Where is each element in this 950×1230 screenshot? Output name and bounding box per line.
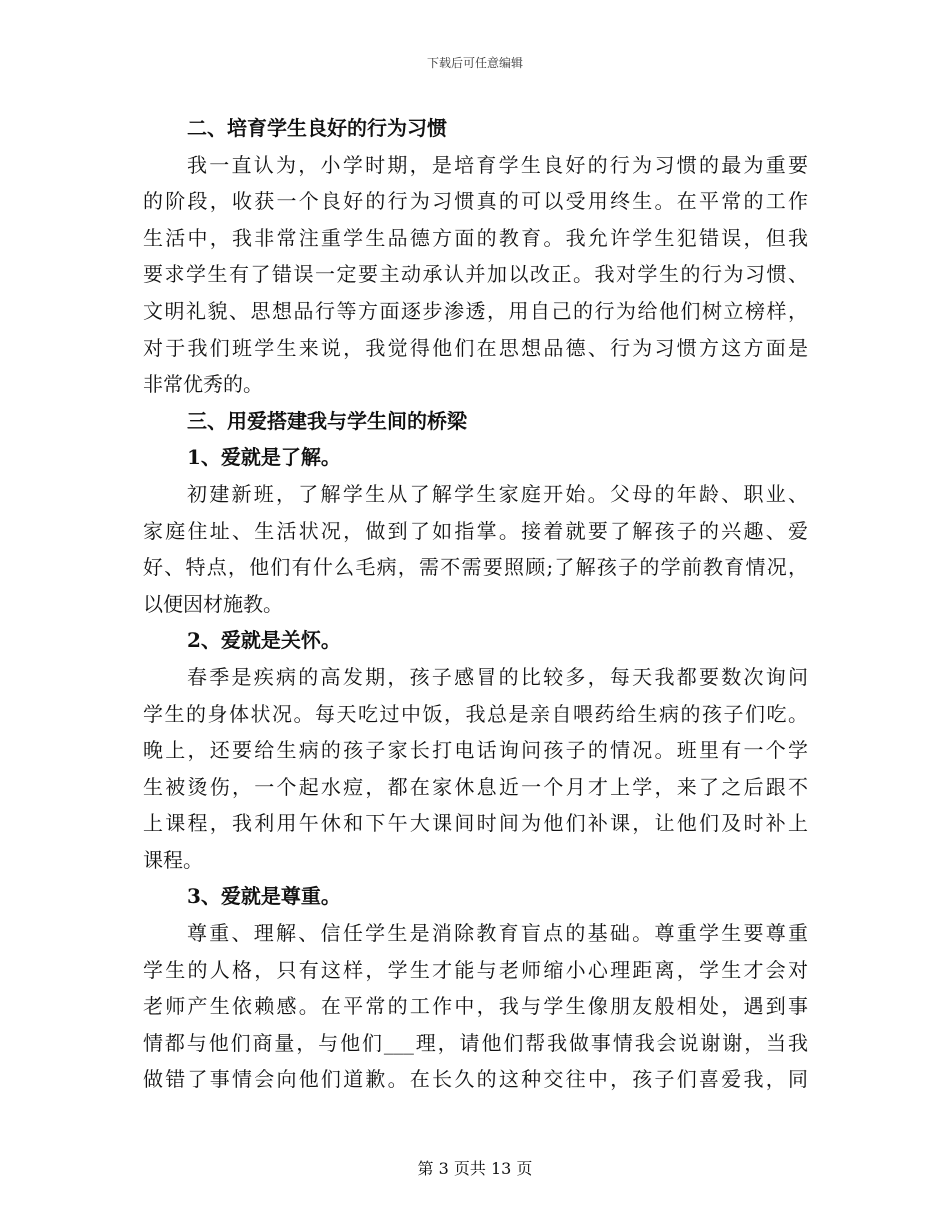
paragraph-line: 上课程，我利用午休和下午大课间时间为他们补课，让他们及时补上 — [143, 811, 808, 836]
paragraph-line: 尊重、理解、信任学生是消除教育盲点的基础。尊重学生要尊重 — [187, 921, 808, 946]
paragraph-line: 情都与他们商量，与他们___理，请他们帮我做事情我会说谢谢，当我 — [143, 1030, 808, 1055]
paragraph-line: 课程。 — [143, 847, 203, 872]
sub-heading-2: 2、爱就是关怀。 — [187, 628, 341, 653]
paragraph-line: 对于我们班学生来说，我觉得他们在思想品德、行为习惯方这方面是 — [143, 335, 808, 360]
page-footer: 第 3 页共 13 页 — [417, 1159, 533, 1178]
paragraph-line: 初建新班，了解学生从了解学生家庭开始。父母的年龄、职业、 — [187, 481, 808, 506]
sub-heading-1: 1、爱就是了解。 — [187, 445, 341, 470]
section-heading-2: 二、培育学生良好的行为习惯 — [187, 116, 447, 140]
paragraph-line: 要求学生有了错误一定要主动承认并加以改正。我对学生的行为习惯、 — [143, 262, 808, 287]
paragraph-line: 晚上，还要给生病的孩子家长打电话询问孩子的情况。班里有一个学 — [143, 738, 808, 763]
sub-heading-3: 3、爱就是尊重。 — [187, 884, 341, 909]
paragraph-line: 春季是疾病的高发期，孩子感冒的比较多，每天我都要数次询问 — [187, 664, 808, 689]
paragraph-line: 以便因材施教。 — [143, 591, 283, 616]
paragraph-line: 生被烫伤，一个起水痘，都在家休息近一个月才上学，来了之后跟不 — [143, 774, 808, 799]
paragraph-line: 生活中，我非常注重学生品德方面的教育。我允许学生犯错误，但我 — [143, 225, 808, 250]
document-body — [143, 110, 808, 1098]
paragraph-line: 好、特点，他们有什么毛病，需不需要照顾;了解孩子的学前教育情况， — [143, 555, 808, 580]
paragraph-line: 做错了事情会向他们道歉。在长久的这种交往中，孩子们喜爱我，同 — [143, 1067, 808, 1092]
paragraph-line: 非常优秀的。 — [143, 372, 263, 397]
paragraph-line: 老师产生依赖感。在平常的工作中，我与学生像朋友般相处，遇到事 — [143, 994, 808, 1019]
paragraph-line: 文明礼貌、思想品行等方面逐步渗透，用自己的行为给他们树立榜样， — [143, 298, 808, 323]
paragraph-line: 的阶段，收获一个良好的行为习惯真的可以受用终生。在平常的工作 — [143, 189, 808, 214]
paragraph-line: 我一直认为，小学时期，是培育学生良好的行为习惯的最为重要 — [187, 152, 808, 177]
paragraph-line: 学生的身体状况。每天吃过中饭，我总是亲自喂药给生病的孩子们吃。 — [143, 701, 808, 726]
paragraph-line: 学生的人格，只有这样，学生才能与老师缩小心理距离，学生才会对 — [143, 957, 808, 982]
section-heading-3: 三、用爱搭建我与学生间的桥梁 — [187, 408, 467, 433]
page-header: 下载后可任意编辑 — [426, 56, 523, 70]
paragraph-line: 家庭住址、生活状况，做到了如指掌。接着就要了解孩子的兴趣、爱 — [143, 518, 808, 543]
